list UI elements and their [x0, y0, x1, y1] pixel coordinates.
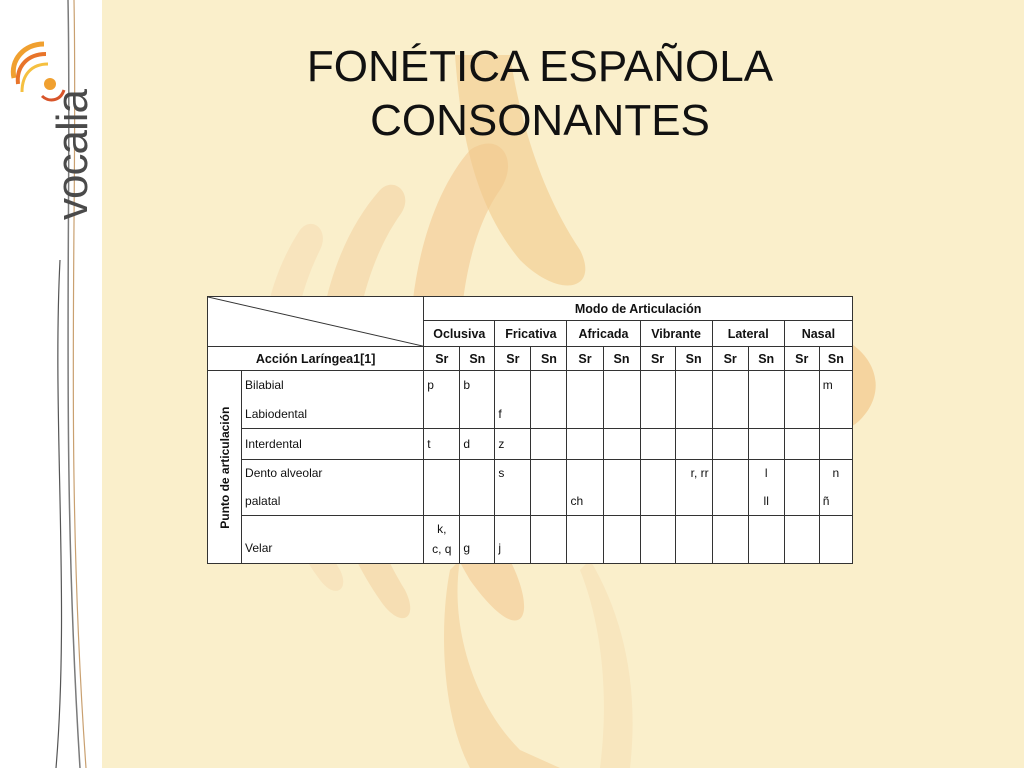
phoneme-cell	[712, 487, 748, 515]
phoneme-cell	[784, 429, 819, 459]
voicing-header: Sr	[712, 347, 748, 371]
phoneme-cell	[567, 399, 603, 429]
phoneme-cell: l	[748, 459, 784, 487]
phoneme-cell	[675, 487, 712, 515]
voicing-header: Sr	[567, 347, 603, 371]
phoneme-cell	[424, 459, 460, 487]
phoneme-cell	[460, 399, 495, 429]
phoneme-cell	[819, 515, 852, 563]
accion-header: Acción Laríngea1[1]	[208, 347, 424, 371]
title-line-1: FONÉTICA ESPAÑOLA	[306, 42, 774, 91]
phoneme-cell	[819, 429, 852, 459]
place-label: palatal	[242, 487, 424, 515]
phoneme-cell	[712, 429, 748, 459]
phoneme-cell	[531, 429, 567, 459]
voicing-header: Sr	[495, 347, 531, 371]
phoneme-cell	[712, 399, 748, 429]
title-line-2: CONSONANTES	[370, 96, 710, 145]
phoneme-cell: d	[460, 429, 495, 459]
phoneme-cell	[784, 515, 819, 563]
phoneme-cell	[424, 487, 460, 515]
phoneme-cell: b	[460, 371, 495, 399]
consonant-table	[207, 296, 853, 564]
phoneme-cell	[603, 399, 640, 429]
phoneme-cell	[603, 487, 640, 515]
phoneme-cell	[640, 515, 675, 563]
voicing-header: Sn	[531, 347, 567, 371]
phoneme-cell	[675, 371, 712, 399]
phoneme-cell	[567, 459, 603, 487]
table-row	[208, 429, 853, 459]
voicing-header: Sn	[603, 347, 640, 371]
phoneme-cell	[567, 371, 603, 399]
phoneme-cell	[712, 371, 748, 399]
phoneme-cell	[603, 429, 640, 459]
phoneme-cell: p	[424, 371, 460, 399]
phoneme-cell	[495, 371, 531, 399]
voicing-header: Sn	[675, 347, 712, 371]
phoneme-cell	[675, 399, 712, 429]
mode-header: Lateral	[712, 321, 784, 347]
phoneme-cell: k, c, q	[424, 515, 460, 563]
phoneme-cell	[675, 515, 712, 563]
phoneme-cell: j	[495, 515, 531, 563]
phoneme-cell	[531, 487, 567, 515]
phoneme-cell	[640, 399, 675, 429]
phoneme-cell	[531, 515, 567, 563]
phoneme-cell	[460, 487, 495, 515]
phoneme-cell	[748, 371, 784, 399]
place-label: Velar	[242, 515, 424, 563]
phoneme-cell	[531, 399, 567, 429]
modo-header: Modo de Articulación	[424, 297, 853, 321]
phoneme-cell	[424, 399, 460, 429]
punto-header: Punto de articulación	[208, 371, 242, 564]
phoneme-cell	[784, 371, 819, 399]
voicing-header: Sn	[748, 347, 784, 371]
place-label: Bilabial	[242, 371, 424, 399]
phoneme-cell: ch	[567, 487, 603, 515]
voicing-header: Sr	[784, 347, 819, 371]
mode-header: Vibrante	[640, 321, 712, 347]
mode-header: Africada	[567, 321, 640, 347]
phoneme-cell: ll	[748, 487, 784, 515]
phoneme-cell	[460, 459, 495, 487]
table-row	[208, 459, 853, 487]
logo-text: vocalia	[48, 90, 97, 220]
phoneme-cell	[748, 515, 784, 563]
phoneme-cell	[495, 487, 531, 515]
place-label: Dento alveolar	[242, 459, 424, 487]
voicing-header: Sn	[819, 347, 852, 371]
mode-header: Nasal	[784, 321, 852, 347]
phoneme-cell	[748, 399, 784, 429]
place-label: Interdental	[242, 429, 424, 459]
phoneme-cell	[675, 429, 712, 459]
voicing-header: Sr	[424, 347, 460, 371]
table-row	[208, 487, 853, 515]
voicing-header: Sn	[460, 347, 495, 371]
phoneme-cell: z	[495, 429, 531, 459]
phoneme-cell: g	[460, 515, 495, 563]
phoneme-cell	[531, 459, 567, 487]
phoneme-cell	[640, 429, 675, 459]
vocalia-logo	[0, 0, 102, 250]
phoneme-cell	[603, 371, 640, 399]
mode-header: Fricativa	[495, 321, 567, 347]
table-body	[208, 371, 853, 564]
phoneme-cell: f	[495, 399, 531, 429]
voicing-header: Sr	[640, 347, 675, 371]
phoneme-cell	[784, 487, 819, 515]
phoneme-cell	[531, 371, 567, 399]
phoneme-cell	[640, 459, 675, 487]
phoneme-cell	[567, 429, 603, 459]
phoneme-cell	[784, 399, 819, 429]
diagonal-header-cell	[208, 297, 424, 347]
phoneme-cell	[748, 429, 784, 459]
phoneme-cell	[640, 487, 675, 515]
phoneme-cell	[640, 371, 675, 399]
table-row	[208, 371, 853, 399]
phoneme-cell: r, rr	[675, 459, 712, 487]
phoneme-cell	[819, 399, 852, 429]
phoneme-cell: s	[495, 459, 531, 487]
phoneme-cell	[712, 515, 748, 563]
phoneme-cell: t	[424, 429, 460, 459]
table-row	[208, 399, 853, 429]
phoneme-cell: ñ	[819, 487, 852, 515]
mode-header: Oclusiva	[424, 321, 495, 347]
table-row	[208, 515, 853, 563]
phoneme-cell: n	[819, 459, 852, 487]
phoneme-cell	[603, 515, 640, 563]
slide-title	[140, 40, 940, 148]
consonant-table-wrapper	[207, 296, 853, 564]
diagonal-line	[208, 297, 423, 346]
phoneme-cell	[712, 459, 748, 487]
phoneme-cell	[603, 459, 640, 487]
phoneme-cell	[567, 515, 603, 563]
place-label: Labiodental	[242, 399, 424, 429]
phoneme-cell	[784, 459, 819, 487]
phoneme-cell: m	[819, 371, 852, 399]
